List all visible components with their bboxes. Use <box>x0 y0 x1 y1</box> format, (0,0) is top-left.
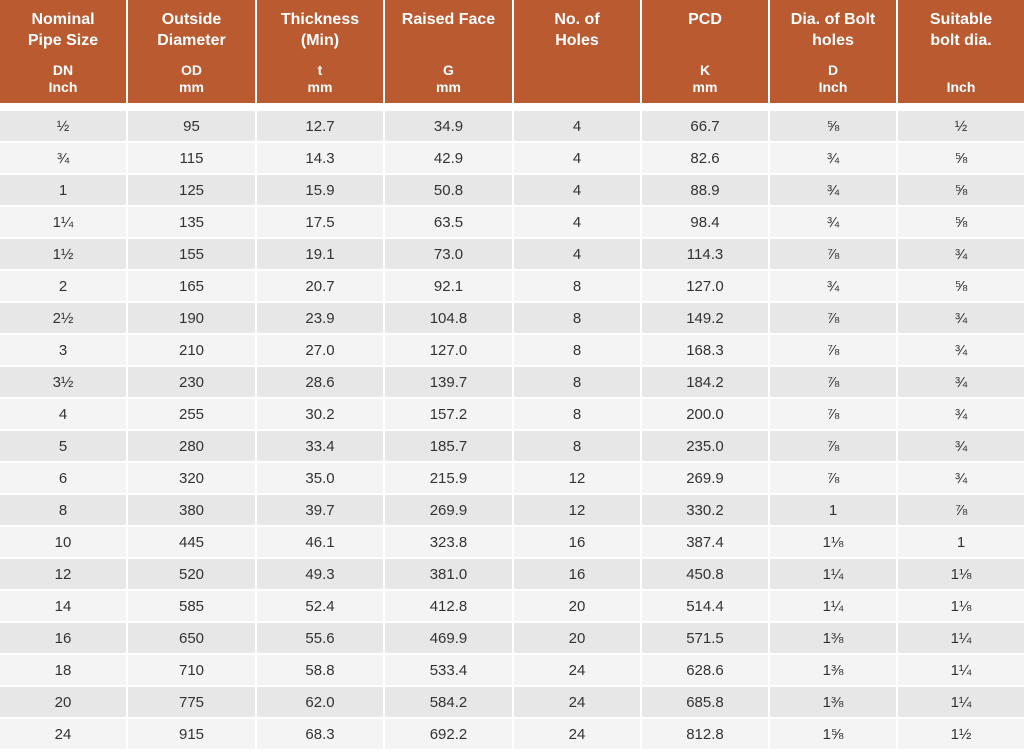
cell-pcd: 200.0 <box>642 397 770 429</box>
cell-nominal-pipe-size: 3 <box>0 333 128 365</box>
cell-suitable-bolt-dia: 1⅛ <box>898 589 1024 621</box>
cell-pcd: 330.2 <box>642 493 770 525</box>
cell-suitable-bolt-dia: ⅞ <box>898 493 1024 525</box>
cell-dia-of-bolt-holes: ⅝ <box>770 103 898 141</box>
header-cell-content <box>642 0 768 103</box>
cell-pcd: 235.0 <box>642 429 770 461</box>
header-cell-content <box>770 0 896 103</box>
cell-suitable-bolt-dia: ¾ <box>898 301 1024 333</box>
cell-no-of-holes: 8 <box>514 333 642 365</box>
cell-raised-face: 63.5 <box>385 205 514 237</box>
cell-pcd: 450.8 <box>642 557 770 589</box>
table-row <box>0 461 1024 493</box>
cell-suitable-bolt-dia: 1½ <box>898 717 1024 749</box>
header-symbol: OD <box>181 62 202 78</box>
cell-no-of-holes: 4 <box>514 237 642 269</box>
cell-suitable-bolt-dia: ¾ <box>898 429 1024 461</box>
cell-thickness: 68.3 <box>257 717 385 749</box>
header-title: Outside Diameter <box>157 11 226 49</box>
cell-no-of-holes: 24 <box>514 653 642 685</box>
cell-nominal-pipe-size: 14 <box>0 589 128 621</box>
header-unit: Inch <box>48 79 78 95</box>
cell-suitable-bolt-dia: ¾ <box>898 237 1024 269</box>
cell-raised-face: 215.9 <box>385 461 514 493</box>
table-row <box>0 333 1024 365</box>
cell-suitable-bolt-dia: 1¼ <box>898 685 1024 717</box>
table-row <box>0 269 1024 301</box>
header-unit: Inch <box>818 79 848 95</box>
cell-nominal-pipe-size: 1 <box>0 173 128 205</box>
cell-outside-diameter: 125 <box>128 173 257 205</box>
cell-raised-face: 127.0 <box>385 333 514 365</box>
cell-thickness: 55.6 <box>257 621 385 653</box>
cell-nominal-pipe-size: 16 <box>0 621 128 653</box>
cell-raised-face: 104.8 <box>385 301 514 333</box>
table-row <box>0 365 1024 397</box>
column-header-suitable-bolt-dia <box>898 0 1024 103</box>
cell-no-of-holes: 24 <box>514 717 642 749</box>
cell-raised-face: 185.7 <box>385 429 514 461</box>
cell-dia-of-bolt-holes: ⅞ <box>770 429 898 461</box>
cell-outside-diameter: 230 <box>128 365 257 397</box>
cell-outside-diameter: 915 <box>128 717 257 749</box>
cell-dia-of-bolt-holes: ⅞ <box>770 365 898 397</box>
cell-outside-diameter: 135 <box>128 205 257 237</box>
table-row <box>0 237 1024 269</box>
cell-no-of-holes: 4 <box>514 141 642 173</box>
header-title: Dia. of Bolt holes <box>790 11 876 49</box>
cell-no-of-holes: 4 <box>514 173 642 205</box>
header-unit: mm <box>436 79 461 95</box>
cell-suitable-bolt-dia: 1¼ <box>898 653 1024 685</box>
cell-raised-face: 269.9 <box>385 493 514 525</box>
cell-outside-diameter: 520 <box>128 557 257 589</box>
table-row <box>0 429 1024 461</box>
table-body <box>0 103 1024 749</box>
cell-dia-of-bolt-holes: ⅞ <box>770 461 898 493</box>
cell-thickness: 46.1 <box>257 525 385 557</box>
cell-no-of-holes: 20 <box>514 589 642 621</box>
header-unit: mm <box>179 79 204 95</box>
cell-nominal-pipe-size: 20 <box>0 685 128 717</box>
cell-thickness: 20.7 <box>257 269 385 301</box>
cell-nominal-pipe-size: 3½ <box>0 365 128 397</box>
column-header-nominal-pipe-size <box>0 0 128 103</box>
cell-suitable-bolt-dia: ⅝ <box>898 205 1024 237</box>
cell-thickness: 62.0 <box>257 685 385 717</box>
cell-suitable-bolt-dia: 1⅛ <box>898 557 1024 589</box>
cell-pcd: 812.8 <box>642 717 770 749</box>
cell-dia-of-bolt-holes: 1¼ <box>770 589 898 621</box>
column-header-no-of-holes <box>514 0 642 103</box>
cell-suitable-bolt-dia: ¾ <box>898 397 1024 429</box>
column-header-thickness <box>257 0 385 103</box>
header-cell-content <box>0 0 126 103</box>
cell-outside-diameter: 445 <box>128 525 257 557</box>
cell-nominal-pipe-size: 10 <box>0 525 128 557</box>
header-cell-content <box>514 0 640 103</box>
table-row <box>0 173 1024 205</box>
cell-no-of-holes: 4 <box>514 205 642 237</box>
cell-no-of-holes: 8 <box>514 365 642 397</box>
cell-outside-diameter: 155 <box>128 237 257 269</box>
cell-pcd: 269.9 <box>642 461 770 493</box>
column-header-pcd <box>642 0 770 103</box>
cell-outside-diameter: 255 <box>128 397 257 429</box>
cell-pcd: 88.9 <box>642 173 770 205</box>
cell-thickness: 19.1 <box>257 237 385 269</box>
cell-pcd: 114.3 <box>642 237 770 269</box>
table-row <box>0 685 1024 717</box>
cell-raised-face: 533.4 <box>385 653 514 685</box>
cell-dia-of-bolt-holes: ¾ <box>770 205 898 237</box>
header-cell-content <box>128 0 255 103</box>
cell-nominal-pipe-size: ½ <box>0 103 128 141</box>
table-row <box>0 141 1024 173</box>
cell-suitable-bolt-dia: ⅝ <box>898 269 1024 301</box>
cell-raised-face: 92.1 <box>385 269 514 301</box>
cell-raised-face: 139.7 <box>385 365 514 397</box>
cell-dia-of-bolt-holes: ⅞ <box>770 397 898 429</box>
cell-raised-face: 73.0 <box>385 237 514 269</box>
cell-suitable-bolt-dia: ¾ <box>898 333 1024 365</box>
cell-nominal-pipe-size: 12 <box>0 557 128 589</box>
cell-dia-of-bolt-holes: ¾ <box>770 141 898 173</box>
cell-pcd: 685.8 <box>642 685 770 717</box>
header-title: PCD <box>688 11 722 28</box>
cell-thickness: 15.9 <box>257 173 385 205</box>
cell-raised-face: 323.8 <box>385 525 514 557</box>
cell-no-of-holes: 8 <box>514 397 642 429</box>
cell-thickness: 39.7 <box>257 493 385 525</box>
cell-pcd: 149.2 <box>642 301 770 333</box>
table-row <box>0 103 1024 141</box>
cell-suitable-bolt-dia: ⅝ <box>898 173 1024 205</box>
cell-suitable-bolt-dia: 1¼ <box>898 621 1024 653</box>
column-header-dia-of-bolt-holes <box>770 0 898 103</box>
cell-nominal-pipe-size: 4 <box>0 397 128 429</box>
cell-no-of-holes: 12 <box>514 493 642 525</box>
cell-dia-of-bolt-holes: ⅞ <box>770 237 898 269</box>
cell-dia-of-bolt-holes: 1⅜ <box>770 621 898 653</box>
cell-no-of-holes: 16 <box>514 525 642 557</box>
cell-outside-diameter: 210 <box>128 333 257 365</box>
cell-raised-face: 50.8 <box>385 173 514 205</box>
cell-pcd: 66.7 <box>642 103 770 141</box>
cell-raised-face: 584.2 <box>385 685 514 717</box>
header-symbol: D <box>827 62 839 78</box>
cell-raised-face: 469.9 <box>385 621 514 653</box>
cell-nominal-pipe-size: 24 <box>0 717 128 749</box>
cell-raised-face: 34.9 <box>385 103 514 141</box>
table-row <box>0 589 1024 621</box>
cell-pcd: 98.4 <box>642 205 770 237</box>
header-symbol: DN <box>52 62 74 78</box>
cell-outside-diameter: 775 <box>128 685 257 717</box>
cell-dia-of-bolt-holes: ⅞ <box>770 333 898 365</box>
cell-dia-of-bolt-holes: 1 <box>770 493 898 525</box>
cell-outside-diameter: 165 <box>128 269 257 301</box>
cell-no-of-holes: 4 <box>514 103 642 141</box>
cell-dia-of-bolt-holes: 1⅜ <box>770 653 898 685</box>
cell-thickness: 23.9 <box>257 301 385 333</box>
table-row <box>0 621 1024 653</box>
header-title: Raised Face <box>401 11 496 28</box>
cell-dia-of-bolt-holes: 1⅛ <box>770 525 898 557</box>
cell-nominal-pipe-size: 6 <box>0 461 128 493</box>
cell-suitable-bolt-dia: ¾ <box>898 461 1024 493</box>
table-row <box>0 557 1024 589</box>
header-title: No. of Holes <box>554 11 600 49</box>
cell-no-of-holes: 8 <box>514 301 642 333</box>
cell-thickness: 52.4 <box>257 589 385 621</box>
cell-nominal-pipe-size: ¾ <box>0 141 128 173</box>
cell-thickness: 27.0 <box>257 333 385 365</box>
cell-suitable-bolt-dia: ¾ <box>898 365 1024 397</box>
cell-no-of-holes: 24 <box>514 685 642 717</box>
cell-pcd: 82.6 <box>642 141 770 173</box>
header-row <box>0 0 1024 103</box>
column-header-outside-diameter <box>128 0 257 103</box>
cell-thickness: 28.6 <box>257 365 385 397</box>
header-cell-content <box>385 0 512 103</box>
cell-raised-face: 412.8 <box>385 589 514 621</box>
cell-outside-diameter: 585 <box>128 589 257 621</box>
table-header <box>0 0 1024 103</box>
cell-dia-of-bolt-holes: 1⅜ <box>770 685 898 717</box>
table-row <box>0 525 1024 557</box>
header-unit: mm <box>307 79 333 95</box>
cell-pcd: 184.2 <box>642 365 770 397</box>
cell-suitable-bolt-dia: ⅝ <box>898 141 1024 173</box>
cell-dia-of-bolt-holes: ¾ <box>770 269 898 301</box>
cell-thickness: 58.8 <box>257 653 385 685</box>
cell-nominal-pipe-size: 8 <box>0 493 128 525</box>
cell-thickness: 14.3 <box>257 141 385 173</box>
cell-thickness: 30.2 <box>257 397 385 429</box>
cell-outside-diameter: 710 <box>128 653 257 685</box>
header-title: Nominal Pipe Size <box>27 11 99 49</box>
cell-nominal-pipe-size: 2 <box>0 269 128 301</box>
header-unit: mm <box>692 79 718 95</box>
header-title: Thickness (Min) <box>280 11 360 49</box>
cell-nominal-pipe-size: 5 <box>0 429 128 461</box>
cell-dia-of-bolt-holes: ⅞ <box>770 301 898 333</box>
cell-no-of-holes: 12 <box>514 461 642 493</box>
header-unit: Inch <box>946 79 976 95</box>
header-title: Suitable bolt dia. <box>929 11 993 49</box>
cell-no-of-holes: 8 <box>514 269 642 301</box>
cell-raised-face: 157.2 <box>385 397 514 429</box>
cell-nominal-pipe-size: 1¼ <box>0 205 128 237</box>
cell-outside-diameter: 650 <box>128 621 257 653</box>
cell-thickness: 17.5 <box>257 205 385 237</box>
table-row <box>0 653 1024 685</box>
cell-no-of-holes: 16 <box>514 557 642 589</box>
cell-pcd: 127.0 <box>642 269 770 301</box>
cell-outside-diameter: 280 <box>128 429 257 461</box>
table-row <box>0 397 1024 429</box>
cell-pcd: 571.5 <box>642 621 770 653</box>
cell-no-of-holes: 20 <box>514 621 642 653</box>
header-symbol: t <box>317 62 323 78</box>
cell-thickness: 33.4 <box>257 429 385 461</box>
cell-nominal-pipe-size: 1½ <box>0 237 128 269</box>
table-row <box>0 717 1024 749</box>
cell-pcd: 514.4 <box>642 589 770 621</box>
cell-raised-face: 42.9 <box>385 141 514 173</box>
cell-dia-of-bolt-holes: 1⅝ <box>770 717 898 749</box>
cell-pcd: 628.6 <box>642 653 770 685</box>
cell-pcd: 387.4 <box>642 525 770 557</box>
cell-outside-diameter: 95 <box>128 103 257 141</box>
cell-raised-face: 381.0 <box>385 557 514 589</box>
cell-raised-face: 692.2 <box>385 717 514 749</box>
header-symbol: G <box>443 62 454 78</box>
cell-no-of-holes: 8 <box>514 429 642 461</box>
table-row <box>0 301 1024 333</box>
cell-outside-diameter: 190 <box>128 301 257 333</box>
header-cell-content <box>257 0 383 103</box>
cell-dia-of-bolt-holes: ¾ <box>770 173 898 205</box>
cell-thickness: 49.3 <box>257 557 385 589</box>
cell-suitable-bolt-dia: ½ <box>898 103 1024 141</box>
table-row <box>0 493 1024 525</box>
cell-dia-of-bolt-holes: 1¼ <box>770 557 898 589</box>
cell-outside-diameter: 320 <box>128 461 257 493</box>
cell-outside-diameter: 380 <box>128 493 257 525</box>
cell-thickness: 35.0 <box>257 461 385 493</box>
header-cell-content <box>898 0 1024 103</box>
table-row <box>0 205 1024 237</box>
cell-nominal-pipe-size: 18 <box>0 653 128 685</box>
header-symbol: K <box>699 62 711 78</box>
cell-thickness: 12.7 <box>257 103 385 141</box>
column-header-raised-face <box>385 0 514 103</box>
cell-outside-diameter: 115 <box>128 141 257 173</box>
cell-suitable-bolt-dia: 1 <box>898 525 1024 557</box>
cell-nominal-pipe-size: 2½ <box>0 301 128 333</box>
cell-pcd: 168.3 <box>642 333 770 365</box>
